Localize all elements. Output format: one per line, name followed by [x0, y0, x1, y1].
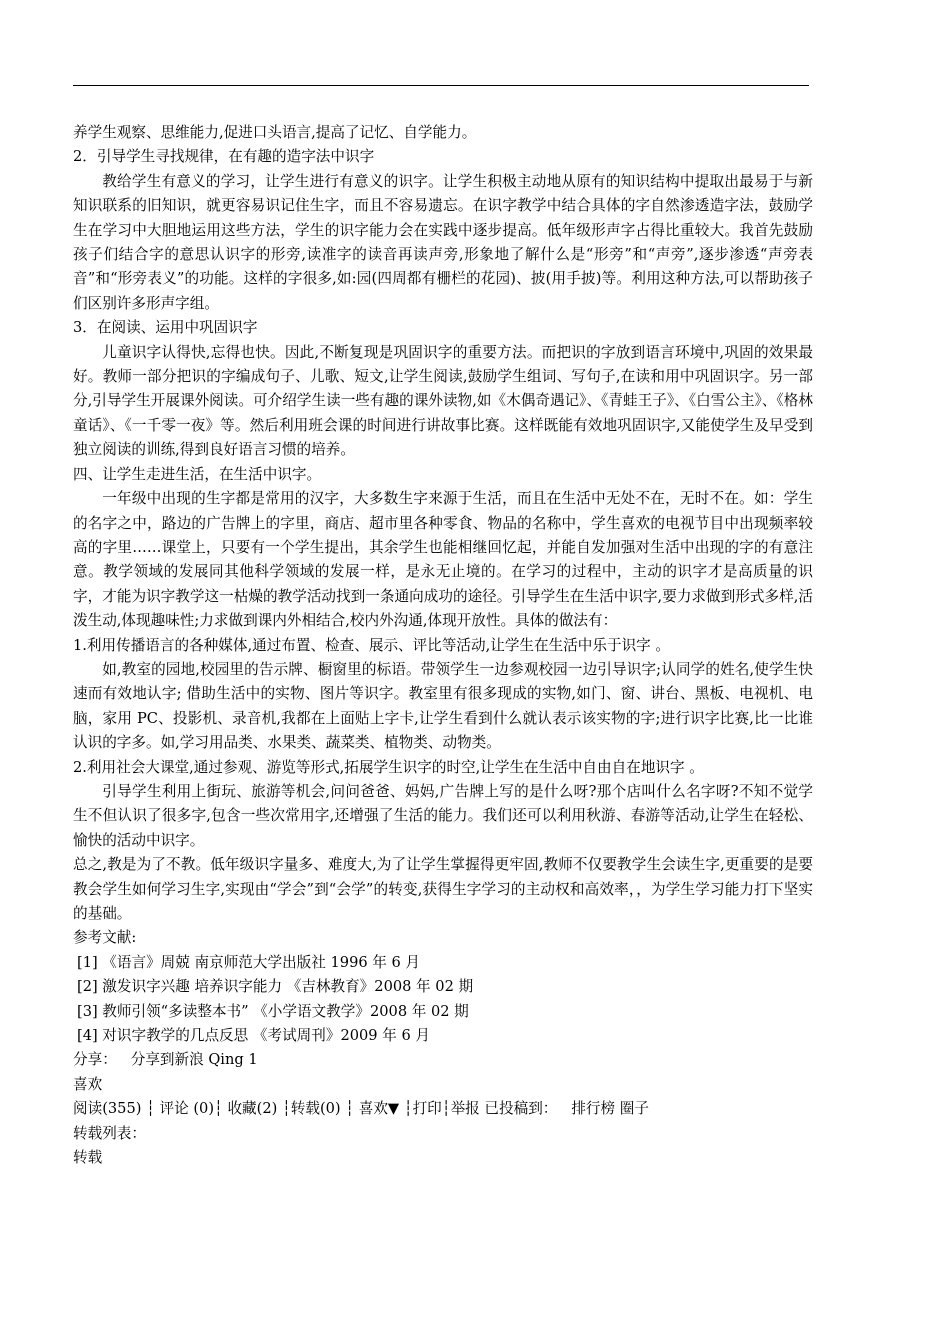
submitted-to-label: 已投稿到：: [484, 1100, 558, 1118]
like-label[interactable]: 喜欢: [73, 1075, 103, 1093]
repost-link[interactable]: 转载(0): [290, 1100, 341, 1118]
repost-list-label: 转载列表：: [73, 1124, 146, 1142]
favorite-link[interactable]: 收藏(2): [227, 1100, 278, 1118]
paragraph: 养学生观察、思维能力,促进口头语言,提高了记忆、自学能力。: [73, 124, 477, 141]
paragraph: 教给学生有意义的学习，让学生进行有意义的识字。让学生积极主动地从原有的知识结构中提取出最易于与新知识联系的旧知识，就更容易识记住生字，而且不容易遗忘。在识字教学中结合具体的字自然渗透造字法，鼓励学生在学习中大胆地运用这些方法，学生的识字能力会在实践中逐步提高。低年级形声字占得比重较大。我首先鼓励孩子们结合字的意思认识字的形旁,读准字的读音再读声旁,形象地了解什么是“形旁”和“声旁”,逐步渗透“声旁表音”和“形旁表义”的功能。这样的字很多,如:园(四周都有栅栏的花园)、披(用手披)等。利用这种方法,可以帮助孩子们区别许多形声字组。: [73, 172, 813, 312]
paragraph: 1.利用传播语言的各种媒体,通过布置、检查、展示、评比等活动,让学生在生活中乐于识字 。: [73, 636, 671, 654]
reference-item-3: [3] 教师引领“多读整本书” 《小学语文教学》2008 年 02 期: [77, 1002, 469, 1020]
references-heading: 参考文献:: [73, 929, 137, 947]
circle-link[interactable]: 圈子: [619, 1100, 649, 1118]
paragraph-list: [73, 121, 813, 926]
action-bar: 阅读(355) ┆ 评论 (0)┆ 收藏(2) ┆转载(0) ┆ 喜欢▼ ┆打印┆举报 已投稿到： 排行榜 圈子: [73, 1100, 649, 1118]
paragraph: 四、让学生走进生活，在生活中识字。: [73, 465, 322, 483]
paragraph: 总之,教是为了不教。低年级识字量多、难度大,为了让学生掌握得更牢固,教师不仅要教学生会读生字,更重要的是要教会学生如何学习生字,实现由“学会”到“会学”的转变,获得生字学习的主动权和高效率，，为学生学习能力打下坚实的基础。: [73, 856, 813, 922]
header-rule: [73, 85, 809, 86]
paragraph: 一年级中出现的生字都是常用的汉字，大多数生字来源于生活，而且在生活中无处不在，无时不在。如：学生的名字之中，路边的广告牌上的字里，商店、超市里各种零食、物品的名称中，学生喜欢的电视节目中出现频率较高的字里……课堂上，只要有一个学生提出，其余学生也能相继回忆起，并能自发加强对生活中出现的字的有意注意。教学领域的发展同其他科学领域的发展一样，是永无止境的。在学习的过程中，主动的识字才是高质量的识字，才能为识字教学这一枯燥的教学活动找到一条通向成功的途径。引导学生在生活中识字,要力求做到形式多样,活泼生动,体现趣味性;力求做到课内外相结合,校内外沟通,体现开放性。具体的做法有：: [73, 490, 813, 630]
like-dropdown[interactable]: 喜欢▼: [358, 1100, 400, 1118]
paragraph: 如,教室的园地,校园里的告示牌、橱窗里的标语。带领学生一边参观校园一边引导识字;认同学的姓名,使学生快速而有效地认字; 借助生活中的实物、图片等识字。教室里有很多现成的实物,如门、窗、讲台、黑板、电视机、电脑，家用 PC、投影机、录音机,我都在上面贴上字卡,让学生看到什么就认表示该实物的字;进行识字比赛,比一比谁认识的字多。如,学习用品类、水果类、蔬菜类、植物类、动物类。: [73, 660, 813, 752]
report-link[interactable]: 举报: [450, 1100, 480, 1118]
read-count: 阅读(355): [73, 1100, 142, 1118]
share-label: 分享：: [73, 1051, 117, 1069]
paragraph: 2．引导学生寻找规律，在有趣的造字法中识字: [73, 148, 375, 166]
blog-footer: [73, 1048, 813, 1170]
reference-item-4: [4] 对识字教学的几点反思 《考试周刊》2009 年 6 月: [77, 1027, 430, 1045]
print-link[interactable]: 打印: [412, 1100, 442, 1118]
reference-item-2: [2] 激发识字兴趣 培养识字能力 《吉林教育》2008 年 02 期: [77, 978, 474, 996]
paragraph: 引导学生利用上街玩、旅游等机会,问问爸爸、妈妈,广告牌上写的是什么呀?那个店叫什么名字呀?不知不觉学生不但认识了很多字,包含一些次常用字,还增强了生活的能力。我们还可以利用秋游、春游等活动,让学生在轻松、愉快的活动中识字。: [73, 782, 813, 849]
paragraph: 儿童识字认得快,忘得也快。因此,不断复现是巩固识字的重要方法。而把识的字放到语言环境中,巩固的效果最好。教师一部分把识的字编成句子、儿歌、短文,让学生阅读,鼓励学生组词、写句子,在读和用中巩固识字。另一部分,引导学生开展课外阅读。可介绍学生读一些有趣的课外读物,如《木偶奇遇记》、《青蛙王子》、《白雪公主》、《格林童话》、《一千零一夜》等。然后利用班会课的时间进行讲故事比赛。这样既能有效地巩固识字,又能使学生及早受到独立阅读的训练,得到良好语言习惯的培养。: [73, 343, 813, 459]
share-row: [73, 1048, 813, 1072]
share-qing-link[interactable]: 分享到新浪 Qing 1: [130, 1051, 258, 1069]
reference-item-1: [1] 《语言》周兢 南京师范大学出版社 1996 年 6 月: [77, 953, 421, 971]
article-body: [73, 121, 813, 1170]
ranking-link[interactable]: 排行榜: [571, 1100, 616, 1118]
repost-label: 转载: [73, 1149, 103, 1167]
paragraph: 3．在阅读、运用中巩固识字: [73, 319, 258, 337]
comment-link[interactable]: 评论 (0): [159, 1100, 215, 1118]
paragraph: 2.利用社会大课堂,通过参观、游览等形式,拓展学生识字的时空,让学生在生活中自由自在地识字 。: [73, 758, 704, 776]
